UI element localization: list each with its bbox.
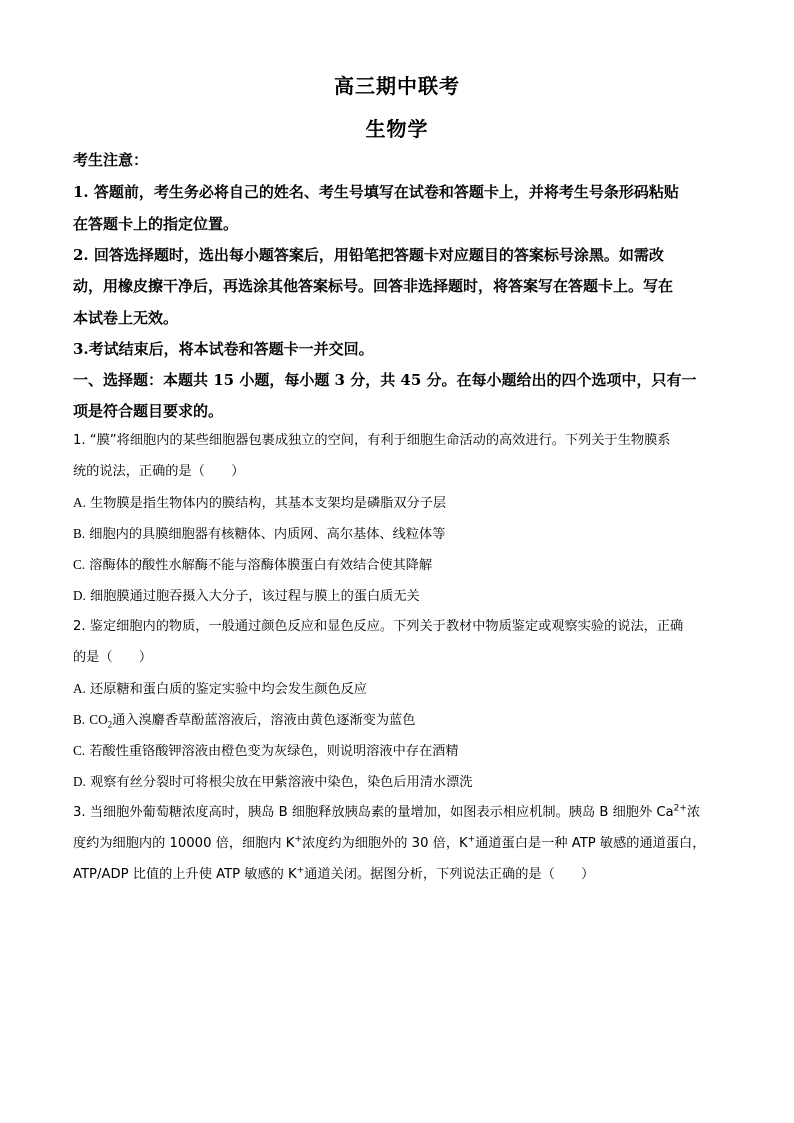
superscript: + bbox=[467, 834, 476, 845]
option-label: B. bbox=[73, 712, 86, 727]
section-heading-line-2: 项是符合题目要求的。 bbox=[73, 402, 224, 420]
option-text: 还原糖和蛋白质的鉴定实验中均会发生颜色反应 bbox=[90, 682, 367, 697]
formula-co: CO bbox=[89, 712, 108, 727]
question-2-option-a bbox=[73, 679, 723, 700]
subject-title: 生物学 bbox=[365, 117, 429, 141]
question-1-option-a bbox=[73, 493, 723, 514]
formula-subscript: 2 bbox=[107, 719, 113, 730]
option-label: D. bbox=[73, 774, 86, 789]
text-run: 通道关闭。据图分析，下列说法正确的是（ ） bbox=[304, 867, 595, 882]
text-run: 浓 bbox=[686, 805, 701, 820]
question-2-stem-line-1: 2. 鉴定细胞内的物质，一般通过颜色反应和显色反应。下列关于教材中物质鉴定或观察实验的说法，正确 bbox=[73, 619, 684, 634]
question-2-stem-line-2: 的是（ ） bbox=[73, 650, 153, 665]
notice-heading: 考生注意： bbox=[73, 151, 149, 169]
option-label: D. bbox=[73, 588, 86, 603]
text-run: 度约为细胞内的 10000 倍，细胞内 K bbox=[73, 836, 295, 851]
exam-title: 高三期中联考 bbox=[334, 74, 460, 98]
option-text: 生物膜是指生物体内的膜结构，其基本支架均是磷脂双分子层 bbox=[90, 496, 447, 511]
text-run: 通道蛋白是一种 ATP 敏感的通道蛋白， bbox=[475, 836, 706, 851]
text-run: 浓度约为细胞外的 30 倍，K bbox=[301, 836, 468, 851]
option-text: 通入溴麝香草酚蓝溶液后，溶液由黄色逐渐变为蓝色 bbox=[112, 713, 416, 728]
option-text: 细胞内的具膜细胞器有核糖体、内质网、高尔基体、线粒体等 bbox=[89, 527, 446, 542]
question-1-stem-line-1: 1. “膜”将细胞内的某些细胞器包裹成独立的空间，有利于细胞生命活动的高效进行。下列关于生物膜系 bbox=[73, 433, 671, 448]
question-2-option-d bbox=[73, 772, 723, 793]
question-3-stem-line-1 bbox=[73, 803, 723, 823]
notice-item-1-line-1: 1. 答题前，考生务必将自己的姓名、考生号填写在试卷和答题卡上，并将考生号条形码粘贴 bbox=[73, 183, 679, 201]
notice-item-1-line-2: 在答题卡上的指定位置。 bbox=[73, 215, 239, 233]
option-label: A. bbox=[73, 495, 86, 510]
question-1-stem-line-2: 统的说法，正确的是（ ） bbox=[73, 464, 245, 479]
superscript: + bbox=[296, 865, 305, 876]
question-1-option-c bbox=[73, 555, 723, 576]
option-text: 溶酶体的酸性水解酶不能与溶酶体膜蛋白有效结合使其降解 bbox=[89, 558, 433, 573]
notice-item-2-line-3: 本试卷上无效。 bbox=[73, 309, 179, 327]
option-label: A. bbox=[73, 681, 86, 696]
question-3-stem-line-3 bbox=[73, 865, 723, 885]
superscript: 2+ bbox=[673, 803, 687, 814]
section-heading-line-1: 一、选择题：本题共 15 小题，每小题 3 分，共 45 分。在每小题给出的四个选项中，只有一 bbox=[73, 371, 697, 389]
notice-item-3-line-1: 3.考试结束后，将本试卷和答题卡一并交回。 bbox=[73, 340, 374, 358]
question-3-stem-line-2 bbox=[73, 834, 723, 854]
option-label: C. bbox=[73, 743, 86, 758]
text-run: ATP/ADP 比值的上升使 ATP 敏感的 K bbox=[73, 867, 297, 882]
question-2-option-b bbox=[73, 710, 723, 731]
option-label: C. bbox=[73, 557, 86, 572]
notice-item-2-line-1: 2. 回答选择题时，选出每小题答案后，用铅笔把答题卡对应题目的答案标号涂黑。如需改 bbox=[73, 246, 664, 264]
question-1-option-d bbox=[73, 586, 723, 607]
superscript: + bbox=[294, 834, 302, 845]
question-2-option-c bbox=[73, 741, 723, 762]
option-text: 观察有丝分裂时可将根尖放在甲紫溶液中染色，染色后用清水漂洗 bbox=[90, 775, 473, 790]
notice-item-2-line-2: 动，用橡皮擦干净后，再选涂其他答案标号。回答非选择题时，将答案写在答题卡上。写在 bbox=[73, 277, 674, 295]
option-label: B. bbox=[73, 526, 86, 541]
option-text: 细胞膜通过胞吞摄入大分子，该过程与膜上的蛋白质无关 bbox=[90, 589, 420, 604]
text-run: 3. 当细胞外葡萄糖浓度高时，胰岛 B 细胞释放胰岛素的量增加，如图表示相应机制。胰岛 B 细胞外 Ca bbox=[73, 805, 674, 820]
option-text: 若酸性重铬酸钾溶液由橙色变为灰绿色，则说明溶液中存在酒精 bbox=[89, 744, 459, 759]
question-1-option-b bbox=[73, 524, 723, 545]
